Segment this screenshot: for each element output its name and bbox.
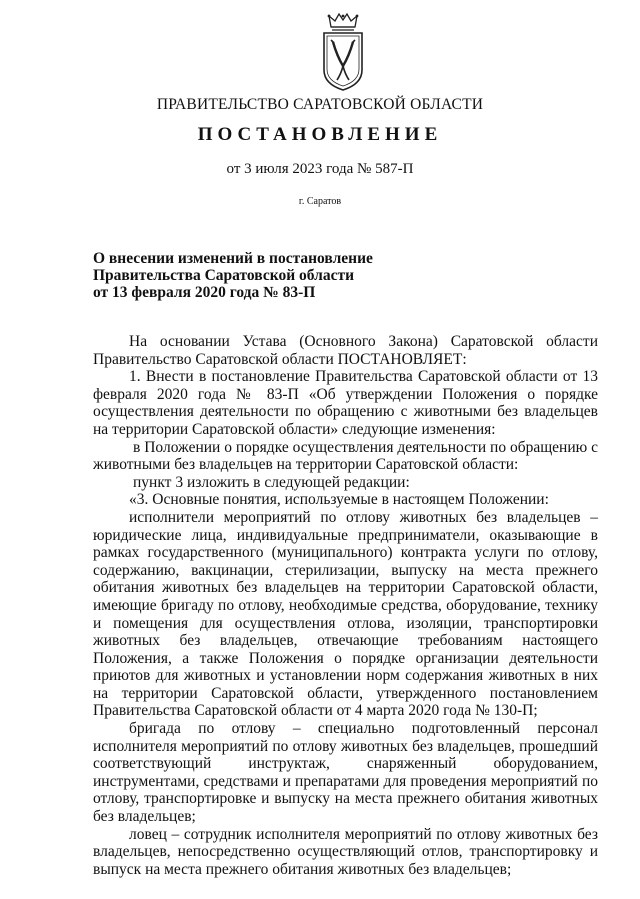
paragraph-point-3: пункт 3 изложить в следующей редакции: (133, 473, 410, 491)
subject-line: Правительства Саратовской области (93, 267, 354, 284)
paragraph-catcher: ловец – сотрудник исполнителя мероприятий по отлову животных без владельцев, непосредственно осуществляющий отлов, транспортировку и выпуск на места прежнего обитания животных без владельцев; (93, 825, 598, 878)
paragraph-regulation: в Положении о порядке осуществления деятельности по обращению с животными без владельцев на территории Саратовской области: (93, 438, 598, 474)
subject-line: от 13 февраля 2020 года № 83-П (93, 284, 316, 301)
paragraph-definitions-heading: «3. Основные понятия, используемые в настоящем Положении: (129, 491, 549, 509)
paragraph-item-1: 1. Внести в постановление Правительства Саратовской области от 13 февраля 2020 года № 83-П «Об утверждении Положения о порядке осуществления деятельности по обращению с животными без владельцев на территории Саратовской области» следующие изменения: (93, 368, 598, 438)
government-name: ПРАВИТЕЛЬСТВО САРАТОВСКОЙ ОБЛАСТИ (156, 96, 484, 113)
paragraph-brigade: бригада по отлову – специально подготовленный персонал исполнителя мероприятий по отлову животных без владельцев, прошедший соответствующий инструктаж, снаряженный оборудованием, инструментами, средствами и препаратами для проведения мероприятий по отлову, транспортировке и выпуску на места прежнего обитания животных без владельцев; (93, 720, 598, 826)
document-type: ПОСТАНОВЛЕНИЕ (197, 124, 443, 145)
subject-line: О внесении изменений в постановление (93, 250, 373, 267)
document-body (93, 333, 598, 878)
document-date-number: от 3 июля 2023 года № 587-П (226, 161, 414, 177)
paragraph-executors: исполнители мероприятий по отлову животных без владельцев – юридические лица, индивидуальные предприниматели, оказывающие в рамках государственного (муниципального) контракта услуги по отлову, содержанию, вакцинации, стерилизации, выпуску на места прежнего обитания животных без владельцев на территории Саратовской области, имеющие бригаду по отлову, необходимые средства, оборудование, технику и помещения для осуществления отлова, изоляции, транспортировки животных без владельцев, отвечающие требованиям настоящего Положения, а также Положения о порядке организации деятельности приютов для животных и установлении норм содержания животных в них на территории Саратовской области, утвержденного постановлением Правительства Саратовской области от 4 марта 2020 года № 130-П; (93, 508, 598, 720)
paragraph-basis: На основании Устава (Основного Закона) Саратовской области Правительство Саратовской области ПОСТАНОВЛЯЕТ: (93, 333, 598, 368)
document-city: г. Саратов (298, 196, 342, 207)
document-subject (93, 250, 373, 301)
coat-of-arms-icon (318, 12, 368, 92)
